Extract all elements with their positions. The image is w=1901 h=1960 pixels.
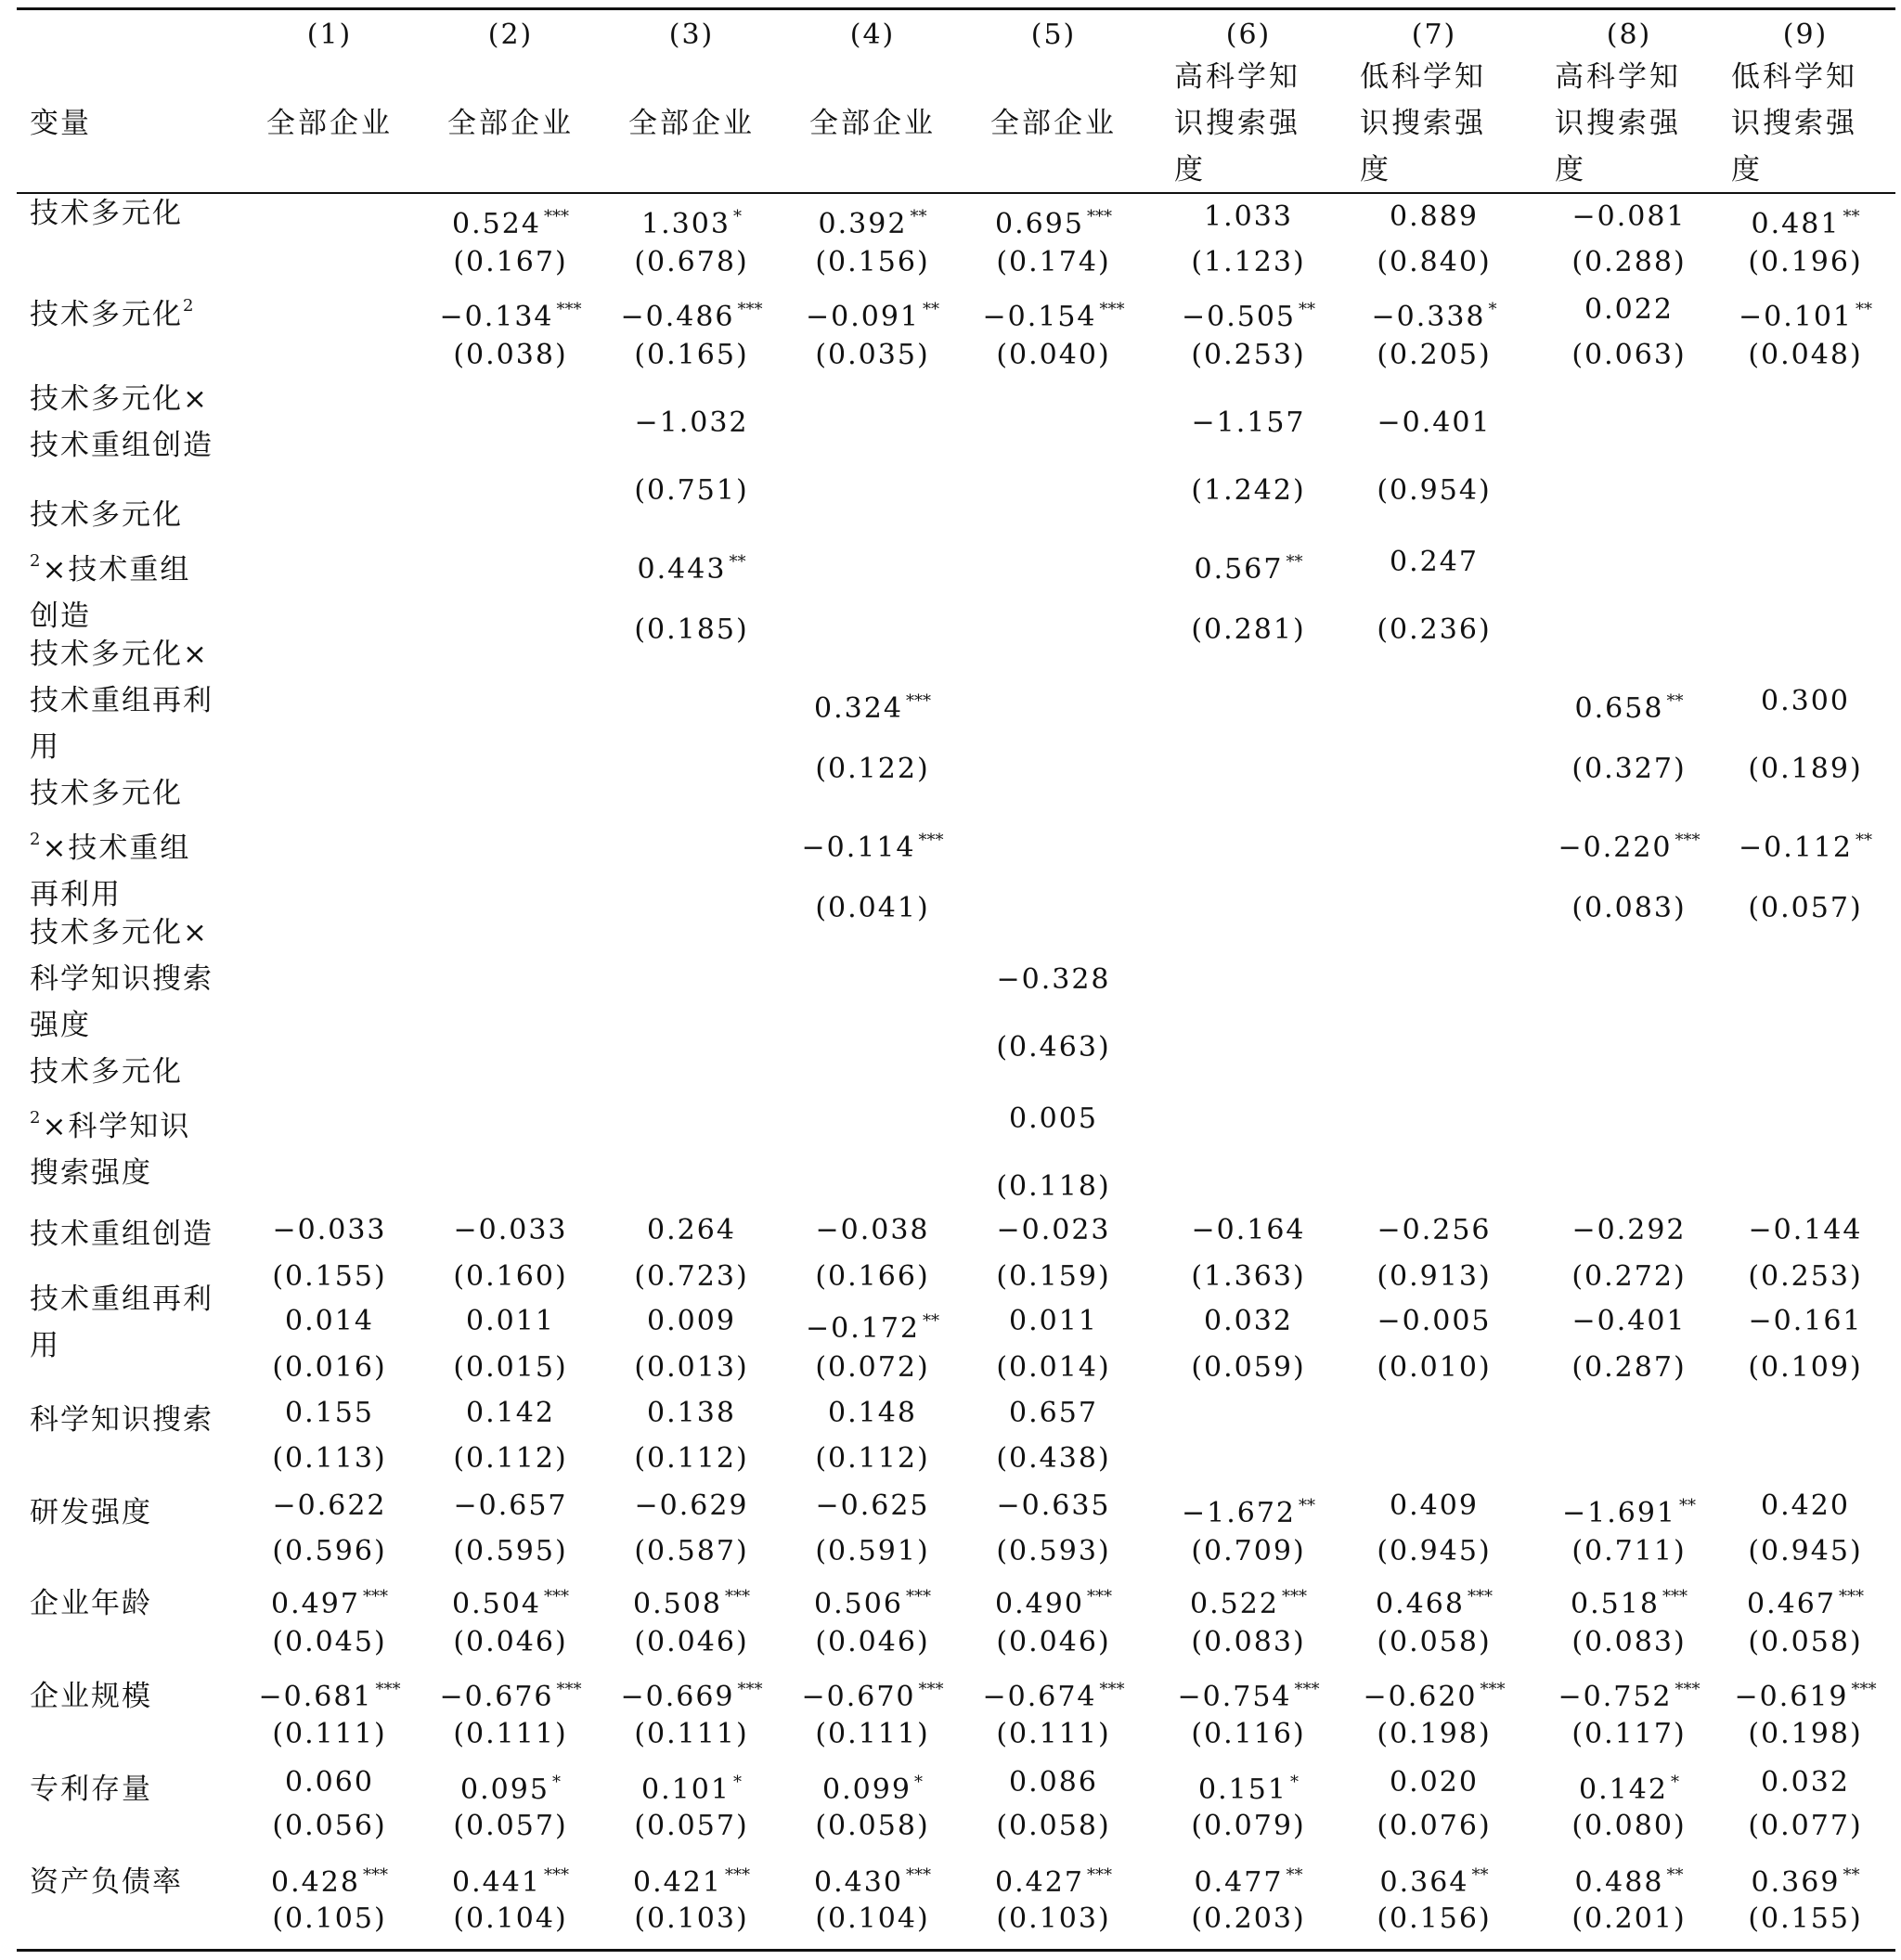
row-label: 技术重组再利用 [30,1283,213,1362]
column-number: (5) [1030,19,1077,51]
significance-stars: *** [905,691,931,711]
standard-error: (0.103) [634,1902,749,1935]
coefficient: −0.401 [1377,406,1492,439]
significance-stars: *** [1851,1680,1877,1699]
row-label: 技术多元化 [30,197,183,230]
column-number: (7) [1411,19,1457,51]
standard-error: (0.117) [1571,1718,1687,1750]
significance-stars: * [551,1773,561,1792]
significance-stars: ** [729,552,746,572]
standard-error: (0.109) [1748,1351,1863,1384]
row-label: 技术重组创造 [30,1218,213,1251]
standard-error: (0.058) [1748,1626,1863,1658]
significance-stars: *** [737,1680,763,1699]
coefficient: 0.467 *** [1747,1587,1864,1620]
standard-error: (0.079) [1191,1810,1306,1842]
standard-error: (0.198) [1748,1718,1863,1750]
significance-stars: *** [1086,1587,1112,1606]
coefficient: 0.481 ** [1751,207,1860,240]
column-header: 低科学知识搜索强度 [1731,60,1857,187]
coefficient: 0.477 ** [1194,1865,1303,1899]
standard-error: (0.165) [634,339,749,371]
coefficient: −1.157 [1191,406,1306,439]
standard-error: (0.035) [815,339,930,371]
standard-error: (0.587) [634,1535,749,1567]
coefficient: −0.033 [453,1214,568,1246]
standard-error: (0.046) [815,1626,930,1658]
standard-error: (0.046) [996,1626,1111,1658]
coefficient: 0.142 * [1579,1773,1679,1806]
standard-error: (0.591) [815,1535,930,1567]
significance-stars: ** [1679,1496,1697,1515]
coefficient: −0.681 *** [258,1680,401,1713]
coefficient: −0.752 *** [1558,1680,1701,1713]
standard-error: (0.167) [453,246,568,278]
standard-error: (0.160) [453,1260,568,1293]
column-number: (1) [306,19,353,51]
coefficient: 0.524 *** [452,207,569,240]
standard-error: (0.155) [272,1260,387,1293]
standard-error: (0.272) [1571,1260,1687,1293]
coefficient: 0.138 [647,1397,736,1429]
superscript: 2 [30,830,43,849]
coefficient: −0.754 *** [1177,1680,1320,1713]
coefficient: −0.625 [815,1489,930,1522]
standard-error: (0.059) [1191,1351,1306,1384]
significance-stars: *** [362,1587,388,1606]
superscript: 2 [183,296,196,316]
variable-header: 变量 [30,107,91,140]
standard-error: (0.111) [272,1718,387,1750]
significance-stars: *** [1099,1680,1125,1699]
significance-stars: *** [556,300,582,319]
standard-error: (0.057) [634,1810,749,1842]
significance-stars: * [1670,1773,1679,1792]
coefficient: 0.300 [1761,685,1850,717]
standard-error: (1.363) [1191,1260,1306,1293]
standard-error: (0.040) [996,339,1111,371]
coefficient: −0.338 * [1371,300,1497,333]
significance-stars: * [913,1773,923,1792]
coefficient: 0.567 ** [1194,552,1303,586]
standard-error: (0.045) [272,1626,387,1658]
standard-error: (0.118) [996,1170,1111,1203]
standard-error: (0.954) [1377,474,1492,507]
coefficient: −0.669 *** [620,1680,763,1713]
standard-error: (0.057) [1748,892,1863,924]
coefficient: 0.011 [1009,1305,1098,1337]
significance-stars: ** [1666,1865,1684,1885]
standard-error: (0.185) [634,613,749,646]
row-label: 技术多元化$^2$×技术重组再利用 [30,777,191,911]
standard-error: (0.041) [815,892,930,924]
coefficient: −0.674 *** [982,1680,1125,1713]
coefficient: 0.151 * [1198,1773,1299,1806]
standard-error: (0.327) [1571,753,1687,785]
standard-error: (0.593) [996,1535,1111,1567]
significance-stars: *** [543,1587,569,1606]
coefficient: 0.488 ** [1574,1865,1684,1899]
column-header: 全部企业 [266,107,393,140]
coefficient: −0.620 *** [1363,1680,1506,1713]
coefficient: 0.020 [1390,1766,1479,1799]
standard-error: (0.038) [453,339,568,371]
column-number: (6) [1225,19,1272,51]
significance-stars: ** [1666,691,1684,711]
coefficient: 0.155 [285,1397,374,1429]
significance-stars: *** [1099,300,1125,319]
coefficient: −0.038 [815,1214,930,1246]
standard-error: (0.010) [1377,1351,1492,1384]
coefficient: 1.303 * [641,207,742,240]
significance-stars: ** [1843,1865,1860,1885]
standard-error: (0.189) [1748,753,1863,785]
standard-error: (0.122) [815,753,930,785]
coefficient: 0.504 *** [452,1587,569,1620]
coefficient: −0.154 *** [982,300,1125,333]
superscript: 2 [30,1108,43,1128]
coefficient: 0.005 [1009,1102,1098,1135]
standard-error: (0.111) [634,1718,749,1750]
coefficient: −0.657 [453,1489,568,1522]
standard-error: (0.063) [1571,339,1687,371]
bottom-rule [17,1949,1895,1952]
coefficient: −0.328 [996,963,1111,996]
significance-stars: *** [1480,1680,1506,1699]
row-label: 专利存量 [30,1773,152,1806]
significance-stars: * [732,1773,742,1792]
coefficient: 0.142 [466,1397,555,1429]
coefficient: 0.095 * [460,1773,561,1806]
coefficient: −1.032 [634,406,749,439]
standard-error: (0.203) [1191,1902,1306,1935]
standard-error: (0.159) [996,1260,1111,1293]
coefficient: −0.629 [634,1489,749,1522]
coefficient: 0.014 [285,1305,374,1337]
standard-error: (0.083) [1571,892,1687,924]
coefficient: 0.497 *** [271,1587,388,1620]
row-label: 技术多元化$^2$×技术重组创造 [30,498,191,633]
row-label: 科学知识搜索 [30,1403,213,1437]
coefficient: 0.658 ** [1574,691,1684,725]
standard-error: (0.111) [996,1718,1111,1750]
row-label: 企业规模 [30,1680,152,1713]
significance-stars: *** [556,1680,582,1699]
standard-error: (0.014) [996,1351,1111,1384]
significance-stars: *** [918,1680,944,1699]
coefficient: 0.247 [1390,546,1479,578]
standard-error: (0.105) [272,1902,387,1935]
coefficient: −0.005 [1377,1305,1492,1337]
standard-error: (0.678) [634,246,749,278]
significance-stars: *** [724,1865,750,1885]
standard-error: (0.463) [996,1031,1111,1064]
standard-error: (0.438) [996,1442,1111,1475]
significance-stars: *** [1281,1587,1307,1606]
significance-stars: ** [1856,831,1873,850]
column-header: 低科学知识搜索强度 [1360,60,1486,187]
significance-stars: *** [543,207,569,226]
coefficient: 0.148 [828,1397,917,1429]
standard-error: (0.056) [272,1810,387,1842]
coefficient: 1.033 [1204,200,1293,233]
coefficient: 0.364 ** [1379,1865,1489,1899]
standard-error: (0.281) [1191,613,1306,646]
coefficient: −0.670 *** [801,1680,944,1713]
coefficient: −0.161 [1748,1305,1863,1337]
coefficient: −0.023 [996,1214,1111,1246]
standard-error: (0.253) [1191,339,1306,371]
column-header: 高科学知识搜索强度 [1174,60,1300,187]
standard-error: (0.103) [996,1902,1111,1935]
significance-stars: ** [1856,300,1873,319]
significance-stars: ** [1299,300,1316,319]
column-number: (9) [1782,19,1829,51]
coefficient: 0.101 * [641,1773,742,1806]
significance-stars: ** [923,1311,940,1331]
significance-stars: *** [737,300,763,319]
coefficient: −0.101 ** [1738,300,1873,333]
coefficient: 0.264 [647,1214,736,1246]
significance-stars: *** [543,1865,569,1885]
coefficient: 0.011 [466,1305,555,1337]
row-label: 技术多元化×科学知识搜索强度 [30,916,213,1042]
coefficient: −0.292 [1571,1214,1687,1246]
standard-error: (0.046) [453,1626,568,1658]
standard-error: (0.015) [453,1351,568,1384]
coefficient: 0.506 *** [814,1587,931,1620]
standard-error: (0.111) [815,1718,930,1750]
coefficient: −0.033 [272,1214,387,1246]
row-label: 研发强度 [30,1496,152,1529]
coefficient: 0.443 ** [637,552,746,586]
significance-stars: * [1289,1773,1299,1792]
coefficient: 0.430 *** [814,1865,931,1899]
coefficient: 0.022 [1584,293,1674,326]
standard-error: (0.058) [996,1810,1111,1842]
significance-stars: * [1488,300,1497,319]
row-label: 技术多元化$^2$ [30,296,196,331]
significance-stars: ** [1299,1496,1316,1515]
standard-error: (0.076) [1377,1810,1492,1842]
column-number: (4) [849,19,896,51]
significance-stars: *** [1086,207,1112,226]
standard-error: (0.174) [996,246,1111,278]
significance-stars: *** [918,831,944,850]
row-label: 资产负债率 [30,1865,183,1899]
standard-error: (0.080) [1571,1810,1687,1842]
standard-error: (0.253) [1748,1260,1863,1293]
standard-error: (0.723) [634,1260,749,1293]
coefficient: −0.091 ** [805,300,940,333]
coefficient: −0.401 [1571,1305,1687,1337]
column-header: 全部企业 [628,107,755,140]
coefficient: 0.392 ** [818,207,927,240]
coefficient: −0.505 ** [1181,300,1316,333]
coefficient: −0.112 ** [1738,831,1873,864]
significance-stars: *** [1675,831,1701,850]
significance-stars: *** [1675,1680,1701,1699]
coefficient: −0.144 [1748,1214,1863,1246]
significance-stars: ** [1843,207,1860,226]
standard-error: (0.113) [272,1442,387,1475]
standard-error: (1.123) [1191,246,1306,278]
standard-error: (0.116) [1191,1718,1306,1750]
standard-error: (0.913) [1377,1260,1492,1293]
standard-error: (0.112) [453,1442,568,1475]
standard-error: (0.596) [272,1535,387,1567]
significance-stars: *** [375,1680,401,1699]
column-number: (3) [668,19,715,51]
significance-stars: *** [1467,1587,1493,1606]
standard-error: (0.287) [1571,1351,1687,1384]
coefficient: 0.518 *** [1571,1587,1688,1620]
significance-stars: * [732,207,742,226]
coefficient: −0.220 *** [1558,831,1701,864]
coefficient: 0.522 *** [1190,1587,1307,1620]
significance-stars: ** [1286,1865,1303,1885]
coefficient: −0.164 [1191,1214,1306,1246]
coefficient: 0.032 [1204,1305,1293,1337]
significance-stars: ** [1286,552,1303,572]
standard-error: (0.711) [1571,1535,1687,1567]
standard-error: (0.083) [1571,1626,1687,1658]
significance-stars: *** [1086,1865,1112,1885]
significance-stars: ** [923,300,940,319]
coefficient: −0.622 [272,1489,387,1522]
standard-error: (0.945) [1748,1535,1863,1567]
standard-error: (0.058) [815,1810,930,1842]
significance-stars: ** [1471,1865,1489,1885]
standard-error: (0.196) [1748,246,1863,278]
standard-error: (0.156) [815,246,930,278]
row-label: 技术多元化$^2$×科学知识搜索强度 [30,1055,191,1190]
column-number: (2) [487,19,534,51]
row-label: 企业年龄 [30,1587,152,1620]
standard-error: (0.156) [1377,1902,1492,1935]
coefficient: 0.657 [1009,1397,1098,1429]
standard-error: (0.072) [815,1351,930,1384]
standard-error: (0.046) [634,1626,749,1658]
coefficient: 0.060 [285,1766,374,1799]
standard-error: (0.840) [1377,246,1492,278]
significance-stars: *** [362,1865,388,1885]
coefficient: −0.114 *** [801,831,944,864]
coefficient: 0.421 *** [633,1865,750,1899]
standard-error: (0.104) [815,1902,930,1935]
standard-error: (0.104) [453,1902,568,1935]
column-header: 全部企业 [809,107,936,140]
coefficient: −0.486 *** [620,300,763,333]
coefficient: −0.256 [1377,1214,1492,1246]
standard-error: (0.945) [1377,1535,1492,1567]
coefficient: −0.635 [996,1489,1111,1522]
coefficient: −1.672 ** [1181,1496,1316,1529]
coefficient: 0.009 [647,1305,736,1337]
standard-error: (0.751) [634,474,749,507]
coefficient: −0.619 *** [1734,1680,1877,1713]
standard-error: (0.016) [272,1351,387,1384]
standard-error: (0.058) [1377,1626,1492,1658]
standard-error: (0.111) [453,1718,568,1750]
standard-error: (0.709) [1191,1535,1306,1567]
standard-error: (0.112) [634,1442,749,1475]
coefficient: 0.420 [1761,1489,1850,1522]
coefficient: 0.086 [1009,1766,1098,1799]
standard-error: (0.205) [1377,339,1492,371]
coefficient: −0.134 *** [439,300,582,333]
column-header: 全部企业 [447,107,574,140]
coefficient: 0.409 [1390,1489,1479,1522]
coefficient: 0.427 *** [995,1865,1112,1899]
significance-stars: *** [905,1587,931,1606]
superscript: 2 [30,551,43,571]
coefficient: 0.324 *** [814,691,931,725]
coefficient: 0.508 *** [633,1587,750,1620]
standard-error: (0.236) [1377,613,1492,646]
coefficient: 0.369 ** [1751,1865,1860,1899]
column-number: (8) [1606,19,1652,51]
coefficient: 0.889 [1390,200,1479,233]
column-header: 高科学知识搜索强度 [1555,60,1681,187]
coefficient: −0.676 *** [439,1680,582,1713]
row-label: 技术多元化×技术重组创造 [30,382,213,462]
standard-error: (0.112) [815,1442,930,1475]
significance-stars: *** [1838,1587,1864,1606]
standard-error: (0.083) [1191,1626,1306,1658]
standard-error: (0.057) [453,1810,568,1842]
significance-stars: *** [1662,1587,1688,1606]
standard-error: (0.077) [1748,1810,1863,1842]
coefficient: −0.172 ** [805,1311,940,1345]
standard-error: (0.166) [815,1260,930,1293]
standard-error: (0.013) [634,1351,749,1384]
standard-error: (0.595) [453,1535,568,1567]
standard-error: (0.288) [1571,246,1687,278]
coefficient: 0.468 *** [1376,1587,1493,1620]
top-rule [17,7,1895,10]
significance-stars: ** [910,207,927,226]
standard-error: (0.048) [1748,339,1863,371]
coefficient: 0.428 *** [271,1865,388,1899]
coefficient: 0.032 [1761,1766,1850,1799]
standard-error: (0.198) [1377,1718,1492,1750]
coefficient: 0.441 *** [452,1865,569,1899]
significance-stars: *** [905,1865,931,1885]
standard-error: (1.242) [1191,474,1306,507]
coefficient: 0.099 * [822,1773,923,1806]
coefficient: −0.081 [1571,200,1687,233]
coefficient: 0.695 *** [995,207,1112,240]
coefficient: 0.490 *** [995,1587,1112,1620]
column-header: 全部企业 [990,107,1117,140]
row-label: 技术多元化×技术重组再利用 [30,638,213,764]
coefficient: −1.691 ** [1561,1496,1697,1529]
standard-error: (0.155) [1748,1902,1863,1935]
standard-error: (0.201) [1571,1902,1687,1935]
significance-stars: *** [1294,1680,1320,1699]
significance-stars: *** [724,1587,750,1606]
